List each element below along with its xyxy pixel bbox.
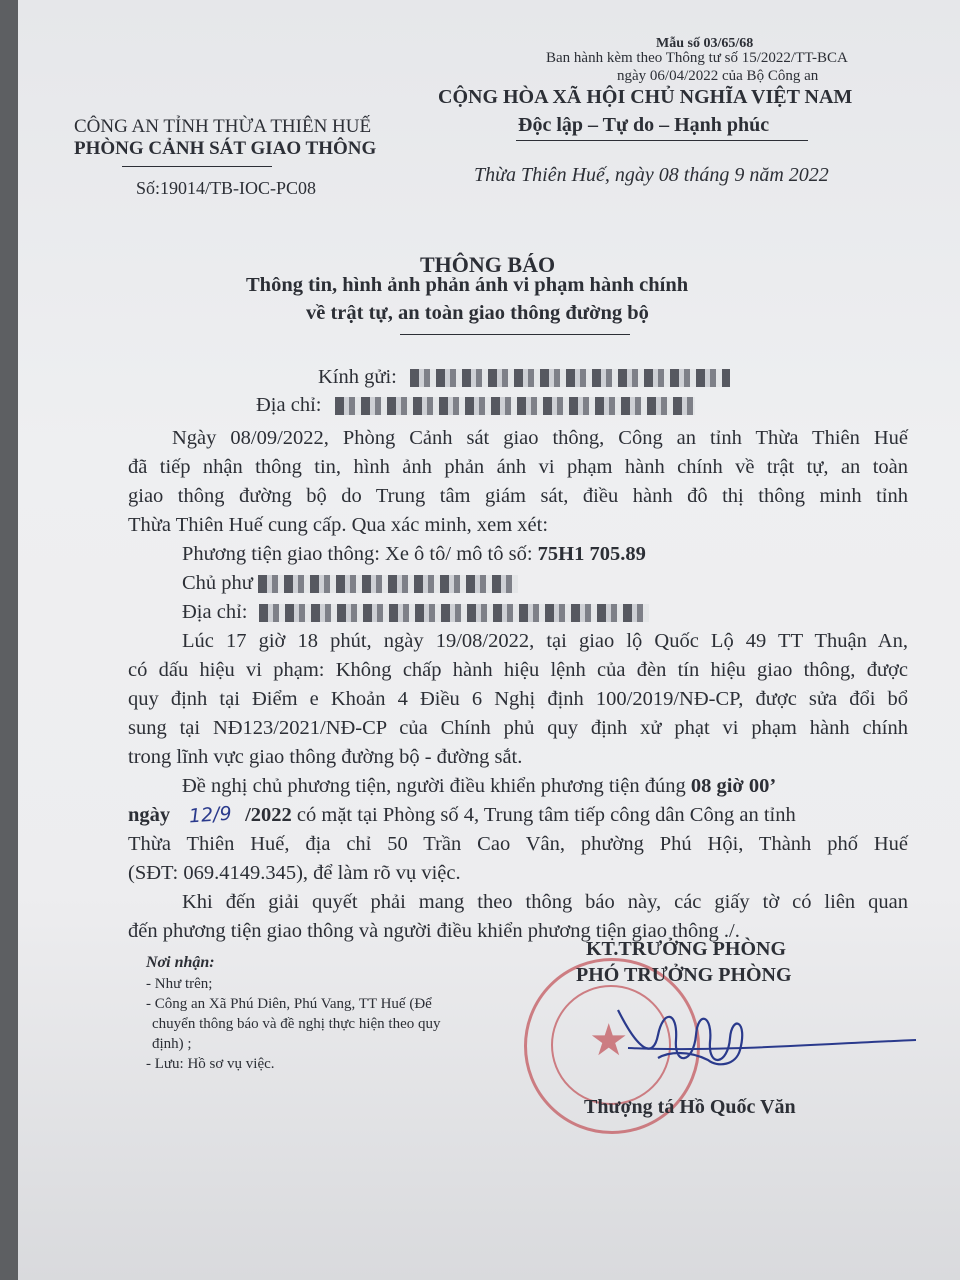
signature-role1: KT.TRƯỞNG PHÒNG [586, 938, 786, 960]
body-p2-line4: sung tại NĐ123/2021/NĐ-CP của Chính phủ quy định xử phạt vi phạm hành chính [128, 717, 908, 739]
notice-subtitle-line2: về trật tự, an toàn giao thông đường bộ [306, 302, 649, 324]
recipients-heading: Nơi nhận: [146, 954, 215, 971]
appointment-time: 08 giờ 00’ [690, 775, 777, 797]
body-p4-line2: đến phương tiện giao thông và người điều khiển phương tiện giao thông ./. [128, 920, 740, 942]
body-p1-line4: Thừa Thiên Huế cung cấp. Qua xác minh, xem xét: [128, 514, 549, 536]
body-p3-line1 [128, 772, 960, 801]
vehicle-row [128, 540, 960, 569]
owner-row [128, 569, 960, 598]
redacted-recipient-address [335, 397, 695, 415]
body-p2-line3: quy định tại Điểm e Khoản 4 Điều 6 Nghị định 100/2019/NĐ-CP, được sửa đổi bổ [128, 688, 908, 710]
appointment-day-label: ngày [128, 804, 171, 826]
body-p1-line2: đã tiếp nhận thông tin, hình ảnh phản ánh vi phạm hành chính về trật tự, an toàn [128, 456, 908, 478]
body-p4-line1: Khi đến giải quyết phải mang theo thông báo này, các giấy tờ có liên quan [182, 891, 908, 913]
redacted-owner-address [259, 604, 649, 622]
signer-name: Thượng tá Hồ Quốc Văn [584, 1096, 796, 1118]
body-p2-line2: có dấu hiệu vi phạm: Không chấp hành hiệu lệnh của đèn tín hiệu giao thông, được [128, 659, 908, 681]
body-p3-line4: (SĐT: 069.4149.345), để làm rõ vụ việc. [128, 862, 461, 884]
redacted-recipient-name [410, 369, 730, 387]
recipients-item-2-line1: - Công an Xã Phú Diên, Phú Vang, TT Huế (Để [146, 996, 432, 1012]
title-underline [400, 334, 630, 335]
signature-role2: PHÓ TRƯỞNG PHÒNG [576, 964, 792, 986]
owner-address-row [128, 598, 960, 627]
body-p3-line3: Thừa Thiên Huế, địa chỉ 50 Trần Cao Vân, phường Phú Hội, Thành phố Huế [128, 833, 908, 855]
recipient-address-label: Địa chỉ: [256, 394, 322, 416]
document-page [18, 0, 960, 1280]
form-issued-line2: ngày 06/04/2022 của Bộ Công an [617, 68, 819, 84]
notice-title: THÔNG BÁO [420, 252, 556, 277]
handwritten-signature-icon [598, 980, 928, 1100]
recipients-item-2-line3: định) ; [152, 1036, 192, 1052]
redacted-owner-name [258, 575, 518, 593]
owner-address-label: Địa chỉ: [182, 601, 248, 623]
p3-line2-rest: có mặt tại Phòng số 4, Trung tâm tiếp công dân Công an tỉnh [296, 804, 796, 826]
national-motto: CỘNG HÒA XÃ HỘI CHỦ NGHĨA VIỆT NAM [438, 86, 853, 108]
notice-subtitle-line1: Thông tin, hình ảnh phản ánh vi phạm hành chính [246, 274, 689, 296]
recipient-address-row [256, 394, 695, 417]
agency-dept: PHÒNG CẢNH SÁT GIAO THÔNG [74, 138, 377, 159]
slogan-underline [516, 140, 808, 141]
body-p2-line5: trong lĩnh vực giao thông đường bộ - đường sắt. [128, 746, 523, 768]
vehicle-label: Phương tiện giao thông: Xe ô tô/ mô tô số: [182, 543, 533, 565]
body-p3-line2 [128, 801, 908, 830]
recipient-label: Kính gửi: [318, 366, 397, 388]
license-plate: 75H1 705.89 [537, 543, 646, 565]
body-p1-line1: Ngày 08/09/2022, Phòng Cảnh sát giao thông, Công an tỉnh Thừa Thiên Huế [172, 427, 908, 449]
form-code: Mẫu số 03/65/68 [656, 36, 754, 51]
owner-label: Chủ phư [182, 572, 253, 594]
document-number: Số:19014/TB-IOC-PC08 [136, 178, 317, 198]
recipients-item-2-line2: chuyển thông báo và đề nghị thực hiện theo quy [152, 1016, 441, 1032]
recipients-item-3: - Lưu: Hồ sơ vụ việc. [146, 1056, 275, 1072]
body-p1-line3: giao thông đường bộ do Trung tâm giám sát, điều hành đô thị thông minh tỉnh [128, 485, 908, 507]
form-issued-line1: Ban hành kèm theo Thông tư số 15/2022/TT-BCA [546, 50, 848, 66]
national-slogan: Độc lập – Tự do – Hạnh phúc [518, 114, 770, 136]
place-date: Thừa Thiên Huế, ngày 08 tháng 9 năm 2022 [474, 164, 829, 186]
seal-star-icon: ★ [589, 1016, 629, 1065]
appointment-year: /2022 [245, 804, 292, 826]
agency-parent: CÔNG AN TỈNH THỪA THIÊN HUẾ [74, 116, 372, 137]
body-p2-line1: Lúc 17 giờ 18 phút, ngày 19/08/2022, tại giao lộ Quốc Lộ 49 TT Thuận An, [182, 630, 908, 652]
p3-text: Đề nghị chủ phương tiện, người điều khiển phương tiện đúng [182, 775, 686, 797]
recipient-row [318, 366, 730, 389]
handwritten-date: 12/9 [188, 802, 233, 828]
recipients-item-1: - Như trên; [146, 976, 213, 992]
agency-underline [122, 166, 272, 167]
